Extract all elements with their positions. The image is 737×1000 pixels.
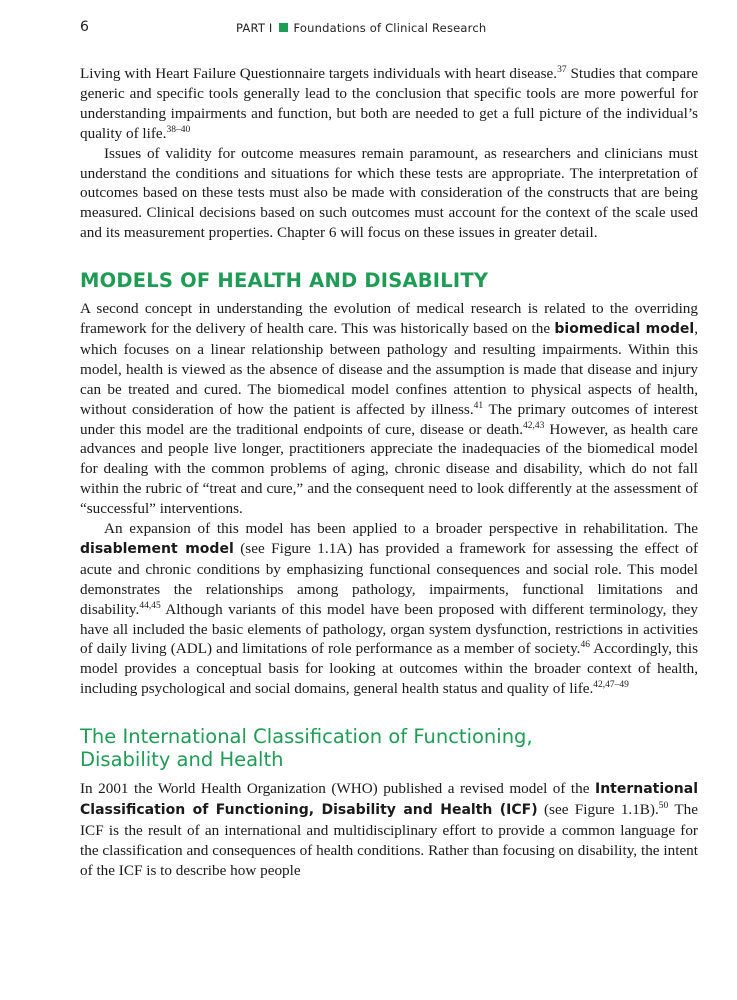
subsection-heading-line: The International Classification of Functioning, (80, 725, 533, 749)
page-number: 6 (80, 19, 89, 35)
text-run: , which focuses on a linear relationship between pathology and resulting impairments. Within this model, health is viewed as the absence of disease and the assumption is made that disease and injury can be treated and cured. The biomedical model confines attention to physical aspects of health, without consideration of how the patient is affected by illness. (80, 319, 698, 418)
citation: 50 (658, 801, 669, 812)
citation: 38–40 (166, 124, 191, 135)
text-run: The primary outcomes of interest under this model are the traditional endpoints of cure, disease or death. (80, 400, 698, 438)
square-icon (279, 23, 288, 32)
section-heading: MODELS OF HEALTH AND DISABILITY (80, 269, 489, 293)
paragraph (80, 64, 698, 144)
text-run: However, as health care advances and people live longer, practitioners appreciate the inadequacies of the biomedical model for dealing with the common problems of aging, chronic disease and disability, which do not fall within the rubric of “treat and cure,” and the consequent need to look differently at the assessment of “successful” interventions. (80, 420, 698, 518)
paragraph (80, 779, 698, 881)
key-term: International Classification of Functioning, Disability and Health (ICF) (80, 781, 698, 819)
text-run: (see Figure 1.1B). (537, 801, 659, 819)
paragraph (80, 299, 698, 519)
text-run: An expansion of this model has been applied to a broader perspective in rehabilitation. The (104, 520, 698, 538)
citation: 37 (557, 65, 567, 75)
text-run: The ICF is the result of an international and multidisciplinary effort to provide a common language for the classification and consequences of health conditions. Rather than focusing on disability, the intent of the ICF is to describe how people (80, 801, 698, 879)
key-term: disablement model (80, 540, 234, 557)
key-term: biomedical model (554, 320, 695, 337)
text-run: A second concept in understanding the evolution of medical research is related to the overriding framework for the delivery of health care. This was historically based on the (80, 300, 698, 337)
body-text (80, 64, 698, 881)
text-run: Accordingly, this model provides a conceptual basis for looking at outcomes within the broader context of health, including psychological and social domains, general health status and quality of life. (80, 640, 698, 698)
text-run: Although variants of this model have been proposed with different terminology, they have all included the basic elements of pathology, organ system dysfunction, restrictions in activities of daily living (ADL) and limitations of role performance as a member of society. (80, 600, 698, 658)
citation: 42,47–49 (593, 680, 629, 691)
part-label: PART I (236, 21, 273, 35)
text-run: (see Figure 1.1A) has provided a framework for assessing the effect of acute and chronic conditions by emphasizing functional consequences and social role. This model demonstrates the relationships among pathology, impairments, functional limitations and disability. (80, 539, 698, 618)
text-run: In 2001 the World Health Organization (WHO) published a revised model of the (80, 780, 595, 798)
subsection-heading-line: Disability and Health (80, 748, 284, 772)
text-run: Issues of validity for outcome measures remain paramount, as researchers and clinicians must understand the conditions and situations for which these tests are appropriate. The interpretation of outcomes based on these tests must also be made with consideration of the constructs that are being measured. Clinical decisions based on such outcomes must account for the context of the scale used and its measurement properties. Chapter 6 will focus on these issues in greater detail. (80, 144, 698, 242)
paragraph (80, 519, 698, 699)
citation: 46 (580, 640, 590, 651)
citation: 42,43 (523, 420, 545, 431)
running-head (60, 19, 697, 39)
text-run: Living with Heart Failure Questionnaire targets individuals with heart disease. (80, 65, 558, 82)
citation: 44,45 (139, 600, 161, 611)
citation: 41 (473, 400, 484, 411)
subsection-heading (80, 725, 698, 771)
text-run: Studies that compare generic and specific tools generally lead to the conclusion that specific tools are more powerful for understanding impairments and function, but both are needed to get a full picture of the individual’s quality of life. (80, 65, 698, 142)
paragraph (80, 144, 698, 244)
running-title (236, 21, 486, 35)
part-title: Foundations of Clinical Research (293, 21, 487, 35)
